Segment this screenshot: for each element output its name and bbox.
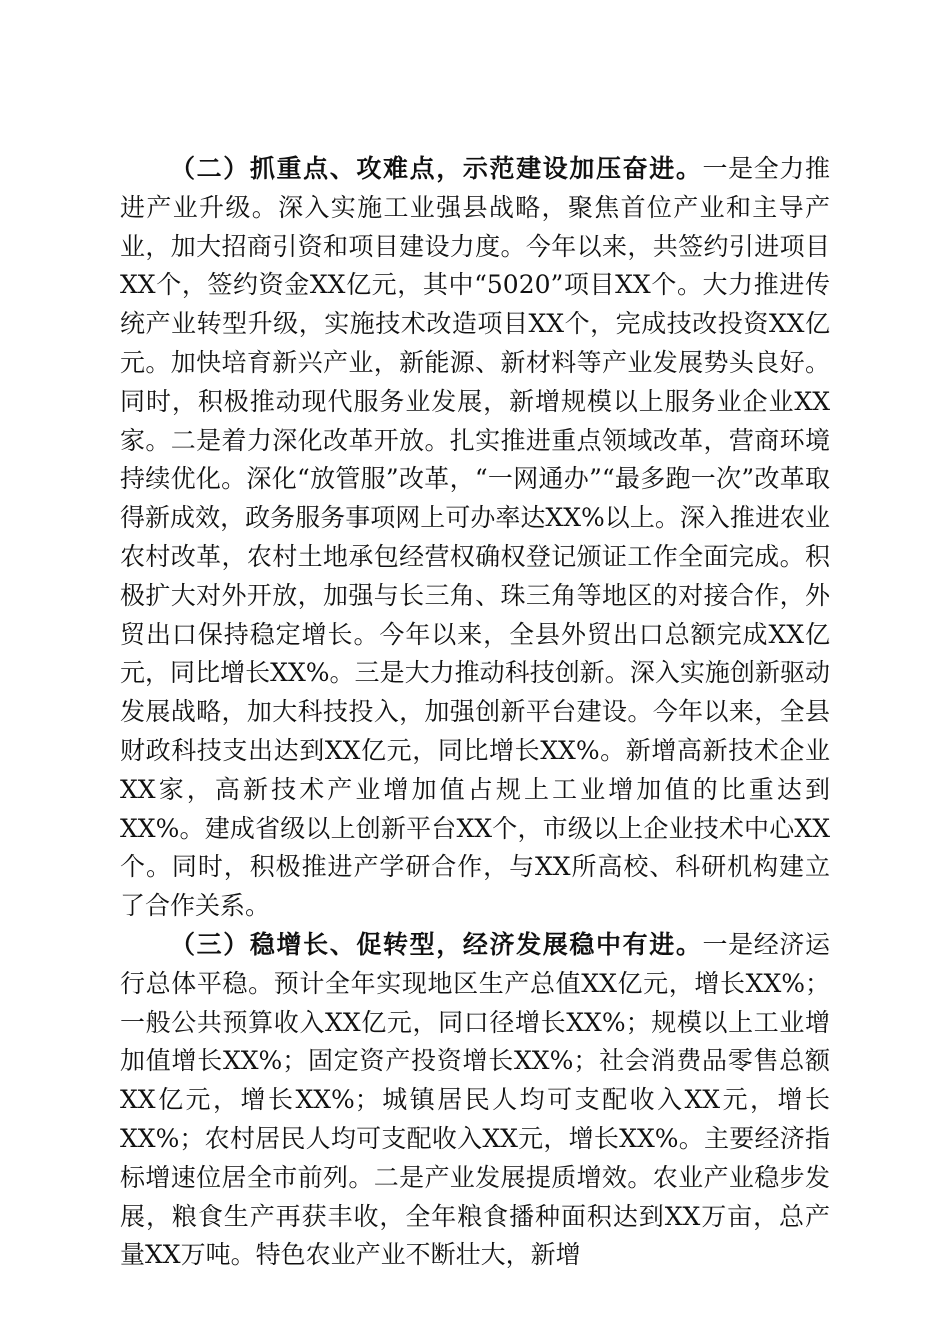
section-3-heading: （三）稳增长、促转型，经济发展稳中有进。	[170, 929, 703, 959]
document-page	[120, 150, 830, 1275]
section-2-heading: （二）抓重点、攻难点，示范建设加压奋进。	[170, 154, 703, 183]
paragraph-section-2	[120, 150, 830, 926]
section-3-body: 一是经济运行总体平稳。预计全年实现地区生产总值XX亿元，增长XX%；一般公共预算收入XX亿元，同口径增长XX%；规模以上工业增加值增长XX%；固定资产投资增长XX%；社会消费品零售总额XX亿元，增长XX%；城镇居民人均可支配收入XX元，增长XX%；农村居民人均可支配收入XX元，增长XX%。主要经济指标增速位居全市前列。二是产业发展提质增效。农业产业稳步发展，粮食生产再获丰收，全年粮食播种面积达到XX万亩，总产量XX万吨。特色农业产业不断壮大，新增	[120, 929, 830, 1270]
paragraph-section-3	[120, 926, 830, 1275]
section-2-body: 一是全力推进产业升级。深入实施工业强县战略，聚焦首位产业和主导产业，加大招商引资和项目建设力度。今年以来，共签约引进项目XX个，签约资金XX亿元，其中“5020”项目XX个。大力推进传统产业转型升级，实施技术改造项目XX个，完成技改投资XX亿元。加快培育新兴产业，新能源、新材料等产业发展势头良好。同时，积极推动现代服务业发展，新增规模以上服务业企业XX家。二是着力深化改革开放。扎实推进重点领域改革，营商环境持续优化。深化“放管服”改革，“一网通办”“最多跑一次”改革取得新成效，政务服务事项网上可办率达XX%以上。深入推进农业农村改革，农村土地承包经营权确权登记颁证工作全面完成。积极扩大对外开放，加强与长三角、珠三角等地区的对接合作，外贸出口保持稳定增长。今年以来，全县外贸出口总额完成XX亿元，同比增长XX%。三是大力推动科技创新。深入实施创新驱动发展战略，加大科技投入，加强创新平台建设。今年以来，全县财政科技支出达到XX亿元，同比增长XX%。新增高新技术企业XX家，高新技术产业增加值占规上工业增加值的比重达到XX%。建成省级以上创新平台XX个，市级以上企业技术中心XX个。同时，积极推进产学研合作，与XX所高校、科研机构建立了合作关系。	[120, 154, 830, 921]
